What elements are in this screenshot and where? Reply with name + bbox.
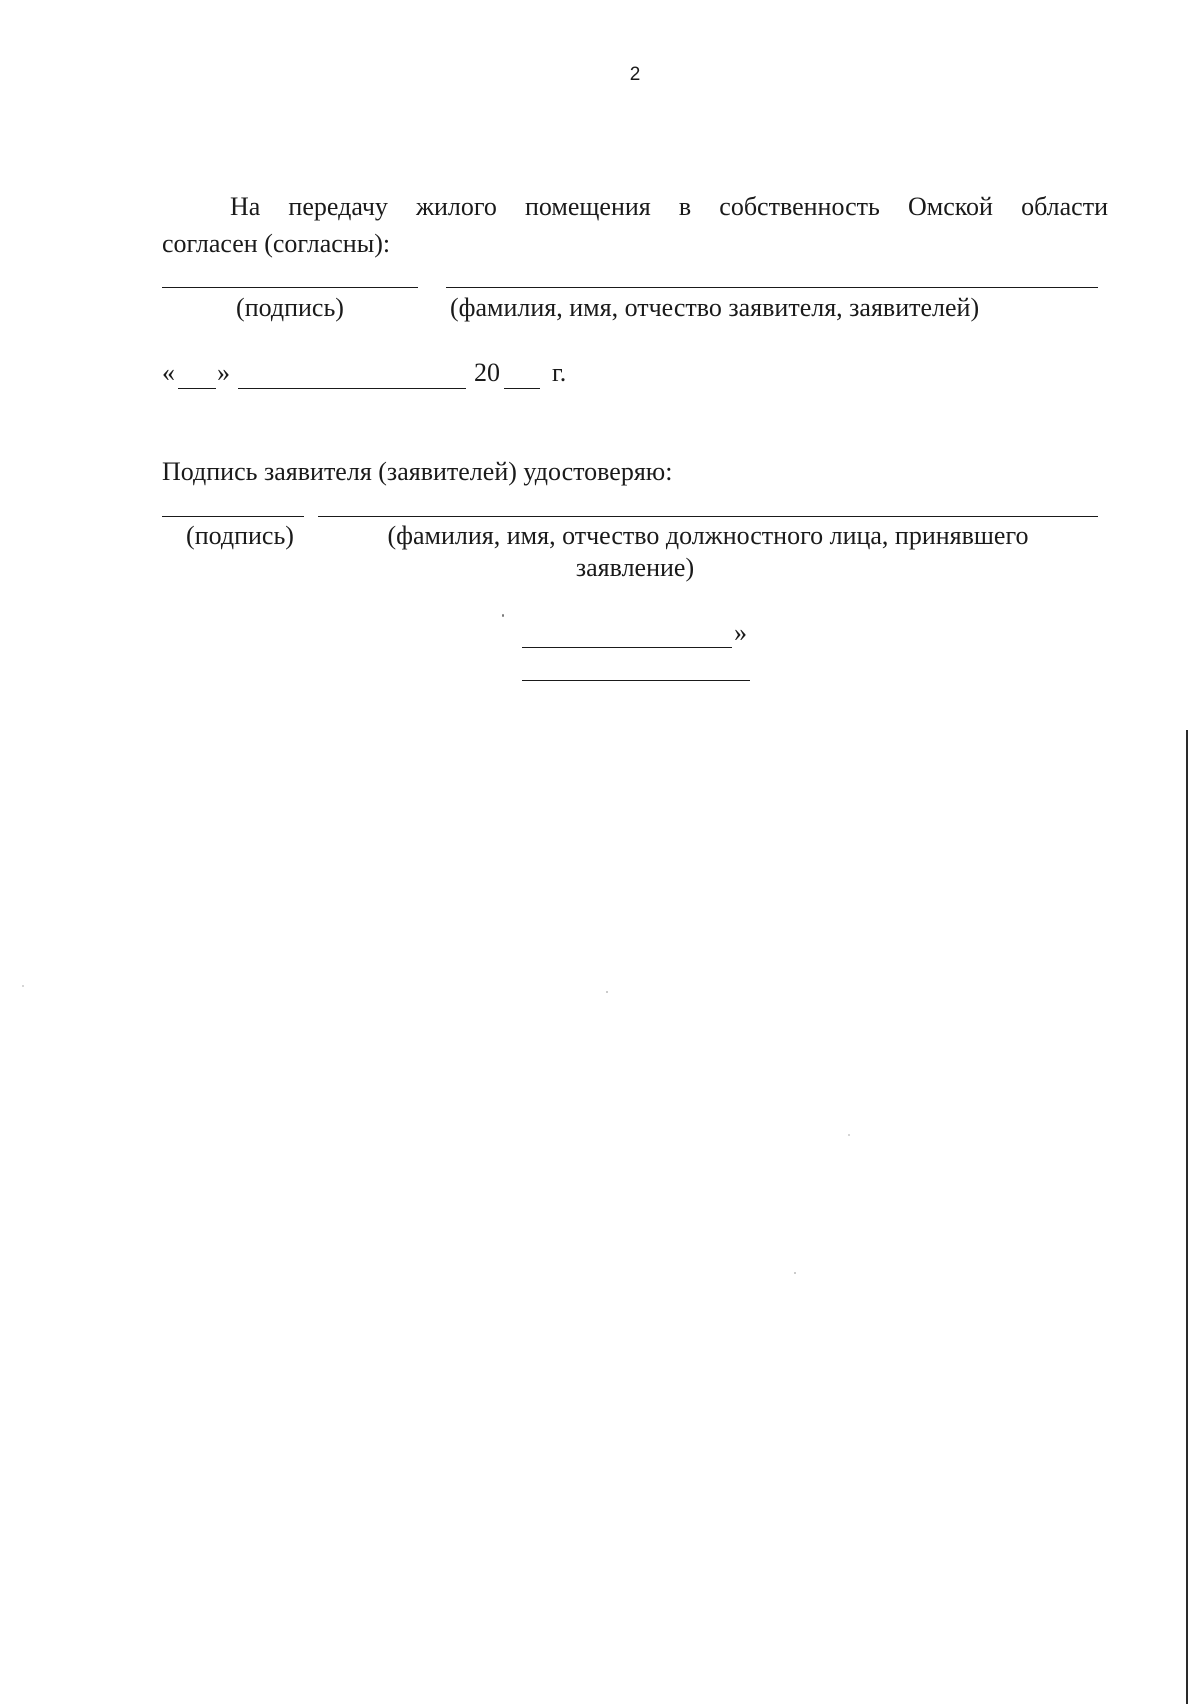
date-close-quote: » <box>217 358 230 387</box>
date-day-blank[interactable] <box>178 388 216 389</box>
official-name-line[interactable] <box>318 516 1098 517</box>
scan-speck <box>22 985 24 987</box>
date-open-quote: « <box>162 358 175 387</box>
official-signature-caption: (подпись) <box>186 521 294 550</box>
certification-heading: Подпись заявителя (заявителей) удостоверяю: <box>162 457 673 486</box>
official-name-caption-line-1: (фамилия, имя, отчество должностного лица, принявшего <box>387 521 1029 550</box>
applicant-name-caption: (фамилия, имя, отчество заявителя, заявителей) <box>450 293 980 322</box>
date-year-prefix: 20 <box>474 358 500 387</box>
scan-speck <box>606 991 608 993</box>
consent-text-line-2: согласен (согласны): <box>162 229 391 258</box>
applicant-name-line[interactable] <box>446 287 1098 288</box>
date-month-blank[interactable] <box>238 388 466 389</box>
applicant-signature-line[interactable] <box>162 287 418 288</box>
footer-line[interactable] <box>522 680 750 681</box>
scan-page-edge <box>1186 730 1188 1704</box>
page-number: 2 <box>629 64 641 85</box>
consent-text-line-1: На передачу жилого помещения в собственность Омской области <box>230 192 1108 221</box>
scan-speck <box>502 614 504 617</box>
official-signature-line[interactable] <box>162 516 304 517</box>
footer-date-line[interactable] <box>522 647 732 648</box>
official-name-caption-line-2: заявление) <box>575 553 695 582</box>
scan-speck <box>794 1272 796 1274</box>
scan-speck <box>848 1134 850 1136</box>
date-year-blank[interactable] <box>504 388 540 389</box>
footer-date-close-quote: » <box>734 618 747 647</box>
applicant-signature-caption: (подпись) <box>236 293 344 322</box>
date-year-suffix: г. <box>552 358 567 387</box>
